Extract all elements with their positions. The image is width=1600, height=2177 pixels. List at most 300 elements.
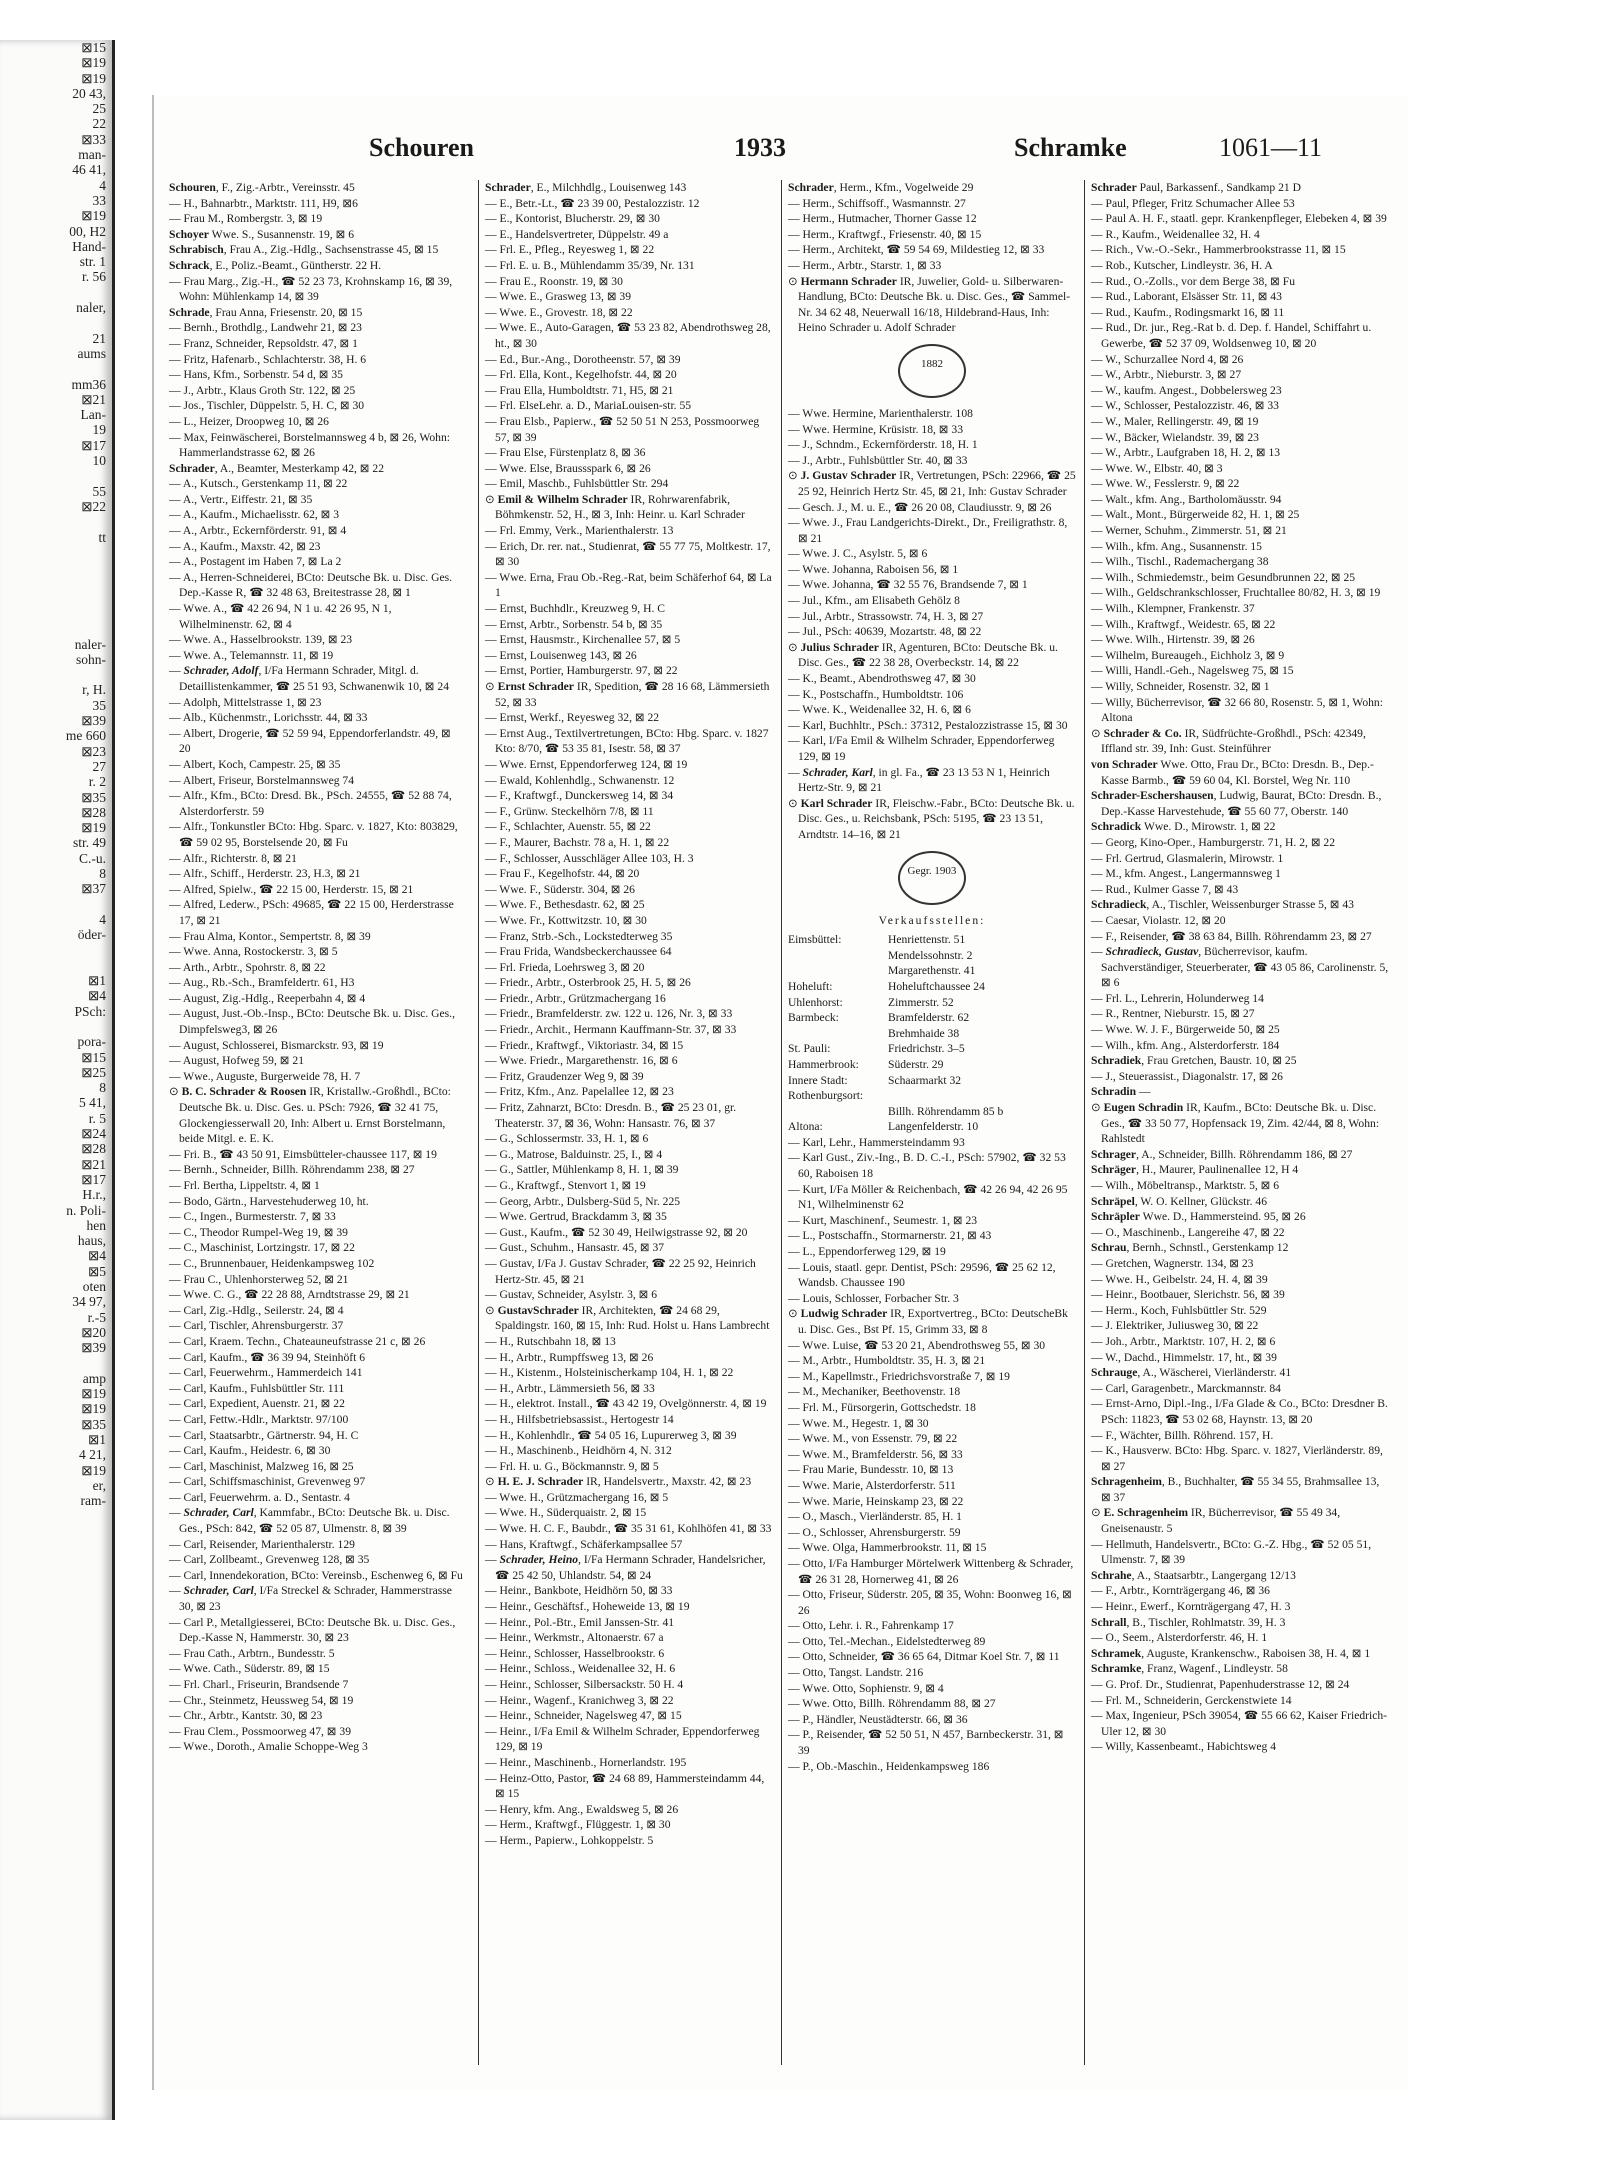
directory-entry: — Ernst, Arbtr., Sorbenstr. 54 b, ⊠ 35: [485, 617, 663, 631]
firm-seal-1882: 1882: [898, 344, 966, 398]
outlet-address: Süderstr. 29: [888, 1057, 944, 1071]
directory-entry: — Werner, Schuhm., Zimmerstr. 51, ⊠ 21: [1091, 524, 1287, 538]
directory-entry: — Frl. L., Lehrerin, Holunderweg 14: [1091, 991, 1264, 1005]
outlet-district: Altona:: [788, 1120, 823, 1134]
directory-entry: — Wwe. E., Grovestr. 18, ⊠ 22: [485, 305, 633, 319]
edge-fragment: r. 5: [88, 1110, 106, 1126]
edge-fragment: pora-: [77, 1034, 106, 1050]
directory-entry: Schradick Wwe. D., Mirowstr. 1, ⊠ 22: [1091, 820, 1276, 834]
edge-fragment: ⊠39: [81, 713, 106, 729]
directory-entry: Schrader Paul, Barkassenf., Sandkamp 21 D: [1091, 181, 1301, 194]
edge-fragment: H.r.,: [82, 1187, 106, 1203]
directory-entry: — A., Arbtr., Eckernförderstr. 91, ⊠ 4: [169, 524, 347, 538]
directory-entry: — H., Bahnarbtr., Marktstr. 111, H9, ⊠6: [169, 196, 358, 210]
directory-entry: — Carl, Schiffsmaschinist, Grevenweg 97: [169, 1475, 366, 1489]
directory-entry: — Friedr., Arbtr., Osterbrook 25, H. 5, ⊠ 26: [485, 976, 691, 990]
directory-entry: — Heinr., Geschäftsf., Hoheweide 13, ⊠ 19: [485, 1600, 690, 1614]
directory-entry: — W., Maler, Rellingerstr. 49, ⊠ 19: [1091, 414, 1259, 428]
directory-entry: — Heinr., Schneider, Nagelsweg 47, ⊠ 15: [485, 1709, 682, 1723]
directory-entry: — Walt., Mont., Bürgerweide 82, H. 1, ⊠ 25: [1091, 508, 1300, 522]
directory-entry: — Wwe. A., Hasselbrookstr. 139, ⊠ 23: [169, 633, 353, 647]
directory-entry: — F., Kraftwgf., Dunckersweg 14, ⊠ 34: [485, 789, 674, 803]
directory-entry: — Heinr., Pol.-Btr., Emil Janssen-Str. 41: [485, 1615, 675, 1629]
directory-entry: Schouren, F., Zig.-Arbtr., Vereinsstr. 45: [169, 181, 355, 194]
directory-entry: — Albert, Friseur, Borstelmannsweg 74: [169, 773, 355, 787]
directory-entry: — Carl, Garagenbetr., Marckmannstr. 84: [1091, 1381, 1281, 1395]
edge-fragment: 34 97,: [72, 1294, 106, 1310]
outlet-address: Henriettenstr. 51: [888, 933, 966, 947]
directory-entry: — C., Ingen., Burmesterstr. 7, ⊠ 33: [169, 1210, 336, 1224]
directory-entry: — Herm., Hutmacher, Thorner Gasse 12: [788, 212, 977, 226]
directory-entry: — Heinr., Wagenf., Kranichweg 3, ⊠ 22: [485, 1693, 674, 1707]
directory-entry: — Kurt, I/Fa Möller & Reichenbach, ☎ 42 26 94, 42 26 95 N1, Wilhelminenstr 62: [788, 1182, 1068, 1212]
edge-fragment: 8: [99, 1080, 106, 1096]
directory-entry: — Herm., Papierw., Lohkoppelstr. 5: [485, 1833, 654, 1847]
directory-entry: — Friedr., Kraftwgf., Viktoriastr. 34, ⊠ 15: [485, 1038, 684, 1052]
directory-entry: — G. Prof. Dr., Studienrat, Papenhuderstrasse 12, ⊠ 24: [1091, 1678, 1350, 1691]
edge-fragment: ⊠19: [81, 1386, 106, 1402]
column-2: [478, 180, 773, 2065]
directory-entry: Schrager, A., Schneider, Billh. Röhrendamm 186, ⊠ 27: [1091, 1147, 1353, 1161]
directory-entry: Schrader, E., Milchhdlg., Louisenweg 143: [485, 181, 687, 194]
edge-fragment: öder-: [77, 927, 106, 943]
directory-entry: ⊙ Emil & Wilhelm Schrader IR, Rohrwarenfabrik, Böhmkenstr. 52, H., ⊠ 3, Inh: Heinr. u. Karl Schrader: [485, 492, 745, 522]
outlet-address: Margarethenstr. 41: [888, 964, 976, 978]
directory-entry: — P., Händler, Neustädterstr. 66, ⊠ 36: [788, 1712, 968, 1726]
edge-fragment: str. 1: [79, 254, 106, 270]
edge-fragment: 46 41,: [72, 162, 106, 178]
directory-entry: ⊙ Eugen Schradin IR, Kaufm., BCto: Deutsche Bk. u. Disc. Ges., ☎ 33 50 77, Hopfensack 19, Zim. 42/44, ⊠ 8, Wohn: Rahlstedt: [1091, 1101, 1380, 1146]
directory-entry: — Wwe. F., Bethesdastr. 62, ⊠ 25: [485, 898, 645, 912]
directory-entry: — W., Arbtr., Laufgraben 18, H. 2, ⊠ 13: [1091, 446, 1281, 460]
directory-entry: — Max, Ingenieur, PSch 39054, ☎ 55 66 62, Kaiser Friedrich-Uler 12, ⊠ 30: [1091, 1709, 1388, 1738]
directory-entry: — Wwe. M., Bramfelderstr. 56, ⊠ 33: [788, 1447, 963, 1461]
directory-entry: — F., Maurer, Bachstr. 78 a, H. 1, ⊠ 22: [485, 835, 670, 849]
directory-entry: — Wwe. W., Elbstr. 40, ⊠ 3: [1091, 461, 1223, 475]
outlet-district: Eimsbüttel:: [788, 933, 842, 947]
edge-fragment: mm36: [71, 376, 106, 392]
directory-entry: — Ernst, Werkf., Reyesweg 32, ⊠ 22: [485, 711, 660, 725]
directory-entry: Schramke, Franz, Wagenf., Lindleystr. 58: [1091, 1662, 1288, 1676]
directory-entry: — Ernst, Buchhdlr., Kreuzweg 9, H. C: [485, 602, 665, 616]
directory-entry: — Ed., Bur.-Ang., Dorotheenstr. 57, ⊠ 39: [485, 352, 681, 366]
directory-entry: Schrahe, A., Staatsarbtr., Langergang 12/13: [1091, 1568, 1296, 1582]
directory-entry: — Wwe. M., Hegestr. 1, ⊠ 30: [788, 1416, 929, 1430]
directory-entry: — Jul., Kfm., am Elisabeth Gehölz 8: [788, 594, 960, 608]
directory-entry: — Frau E., Roonstr. 19, ⊠ 30: [485, 274, 623, 288]
edge-fragment: r. 56: [81, 269, 106, 285]
directory-entry: — Rob., Kutscher, Lindleystr. 36, H. A: [1091, 258, 1273, 272]
outlet-district: [788, 963, 888, 979]
edge-fragment: 35: [92, 697, 106, 713]
directory-entry: — Carl, Kaufm., ☎ 36 39 94, Steinhöft 6: [169, 1350, 366, 1364]
outlet-address: Billh. Röhrendamm 85 b: [888, 1104, 1004, 1118]
sales-outlet-row: [788, 1057, 1076, 1073]
directory-entry: — Wwe. H., Süderquaistr. 2, ⊠ 15: [485, 1506, 647, 1520]
directory-entry: — Schrader, Carl, Kammfabr., BCto: Deutsche Bk. u. Disc. Ges., PSch: 842, ☎ 52 05 87, Ulmenstr. 8, ⊠ 39: [169, 1506, 450, 1536]
directory-entry: — L., Heizer, Droopweg 10, ⊠ 26: [169, 414, 329, 428]
directory-entry: ⊙ E. Schragenheim IR, Bücherrevisor, ☎ 55 49 34, Gneisenaustr. 5: [1091, 1506, 1341, 1536]
directory-entry: — Frau Ella, Humboldtstr. 71, H5, ⊠ 21: [485, 383, 674, 397]
directory-entry: — Frau Frida, Wandsbeckerchaussee 64: [485, 945, 672, 959]
directory-entry: — Wwe. H., Geibelstr. 24, H. 4, ⊠ 39: [1091, 1272, 1268, 1286]
sales-outlet-row: [788, 1041, 1076, 1057]
directory-entry: — Wwe. Erna, Frau Ob.-Reg.-Rat, beim Schäferhof 64, ⊠ La 1: [485, 570, 772, 600]
directory-entry: — Hellmuth, Handelsvertr., BCto: G.-Z. Hbg., ☎ 52 05 51, Ulmenstr. 7, ⊠ 39: [1091, 1537, 1372, 1567]
edge-fragment: ⊠37: [81, 881, 106, 897]
directory-entry: — Louis, staatl. gepr. Dentist, PSch: 29596, ☎ 25 62 12, Wandsb. Chaussee 190: [788, 1260, 1056, 1290]
directory-entry: — Rud., Kulmer Gasse 7, ⊠ 43: [1091, 882, 1239, 896]
firm-seal-1903: Gegr. 1903: [898, 851, 966, 905]
sales-outlet-row: [788, 932, 1076, 948]
edge-fragment: 20 43,: [72, 85, 106, 101]
directory-entry: — P., Ob.-Maschin., Heidenkampsweg 186: [788, 1759, 990, 1773]
directory-entry: — Schrader, Heino, I/Fa Hermann Schrader, Handelsricher, ☎ 25 42 50, Uhlandstr. 54, ⊠ 24: [485, 1553, 766, 1582]
directory-entry: — Herm., Architekt, ☎ 59 54 69, Mildestieg 12, ⊠ 33: [788, 243, 1045, 257]
directory-entry: — Frl. ElseLehr. a. D., MariaLouisen-str. 55: [485, 399, 692, 413]
sales-outlets: [788, 913, 1076, 1135]
edge-fragment: [0, 361, 112, 376]
directory-entry: — W., Schlosser, Pestalozzistr. 46, ⊠ 33: [1091, 399, 1279, 413]
directory-entry: — Jul., PSch: 40639, Mozartstr. 48, ⊠ 22: [788, 625, 982, 639]
edge-fragment: ⊠15: [81, 40, 106, 55]
directory-entry: — Heinr., Schloss., Weidenallee 32, H. 6: [485, 1662, 676, 1676]
directory-entry: — Wwe. C. G., ☎ 22 28 88, Arndtstrasse 29, ⊠ 21: [169, 1288, 410, 1302]
edge-fragment: [0, 1356, 112, 1371]
directory-entry: — P., Reisender, ☎ 52 50 51, N 457, Barnbeckerstr. 31, ⊠ 39: [788, 1728, 1064, 1758]
edge-fragment: [0, 591, 112, 606]
directory-entry: — W., Schurzallee Nord 4, ⊠ 26: [1091, 352, 1244, 366]
edge-fragment: ⊠19: [81, 70, 106, 86]
directory-entry: — Heinr., Schlosser, Silbersackstr. 50 H. 4: [485, 1678, 684, 1691]
directory-entry: — Fri. B., ☎ 43 50 91, Eimsbütteler-chaussee 117, ⊠ 19: [169, 1147, 437, 1161]
directory-entry: — Wilhelm, Bureaugeh., Eichholz 3, ⊠ 9: [1091, 648, 1285, 662]
edge-fragment: ⊠24: [81, 1126, 106, 1142]
edge-fragment: ⊠4: [87, 1248, 106, 1264]
directory-entry: — Wwe. H., Grützmachergang 16, ⊠ 5: [485, 1490, 669, 1504]
sales-outlet-row: [788, 1026, 1076, 1042]
sales-outlet-row: [788, 1119, 1076, 1135]
edge-fragment: ⊠21: [81, 1156, 106, 1172]
directory-entry: — Alfr., Schiff., Herderstr. 23, H.3, ⊠ 21: [169, 867, 361, 881]
edge-fragment: [0, 897, 112, 912]
directory-entry: ⊙ Ludwig Schrader IR, Exportvertreg., BCto: DeutscheBk u. Disc. Ges., Bst Pf. 15, Grimm 33, ⊠ 8: [788, 1307, 1068, 1336]
outlet-district: [788, 1026, 888, 1042]
directory-entry: — Herm., Schiffsoff., Wasmannstr. 27: [788, 196, 966, 210]
outlet-address: Zimmerstr. 52: [888, 995, 954, 1009]
edge-fragment: ⊠15: [81, 1049, 106, 1065]
directory-entry: — Heinr., Ewerf., Kornträgergang 47, H. 3: [1091, 1600, 1291, 1614]
edge-fragment: n. Poli-: [66, 1202, 106, 1218]
directory-entry: — Wwe. Anna, Rostockerstr. 3, ⊠ 5: [169, 945, 338, 959]
directory-entry: — Wwe. Otto, Sophienstr. 9, ⊠ 4: [788, 1681, 944, 1695]
directory-entry: — C., Theodor Rumpel-Weg 19, ⊠ 39: [169, 1225, 348, 1239]
directory-entry: — Carl, Kraem. Techn., Chateauneufstrasse 21 c, ⊠ 26: [169, 1334, 426, 1348]
directory-entry: — Ewald, Kohlenhdlg., Schwanenstr. 12: [485, 773, 675, 787]
edge-fragment: sohn-: [76, 651, 106, 667]
directory-entry: — Wwe., Auguste, Burgerweide 78, H. 7: [169, 1069, 361, 1083]
directory-entry: — M., Kapellmstr., Friedrichsvorstraße 7, ⊠ 19: [788, 1369, 1010, 1383]
directory-entry: — Otto, Tel.-Mechan., Eidelstedterweg 89: [788, 1634, 986, 1648]
directory-entry: — Carl, Kaufm., Fuhlsbüttler Str. 111: [169, 1381, 345, 1395]
directory-entry: — Wwe. Else, Braussspark 6, ⊠ 26: [485, 461, 651, 475]
directory-entry: — Franz, Strb.-Sch., Lockstedterweg 35: [485, 929, 673, 943]
edge-fragment: [0, 958, 112, 973]
outlet-district: Hoheluft:: [788, 979, 833, 993]
column-1: [169, 180, 463, 2065]
directory-entry: — L., Eppendorferweg 129, ⊠ 19: [788, 1245, 946, 1259]
directory-entry: — Frau Clem., Possmoorweg 47, ⊠ 39: [169, 1724, 352, 1738]
directory-entry: — Rud., O.-Zolls., vor dem Berge 38, ⊠ Fu: [1091, 274, 1296, 288]
directory-entry: — Wwe. W. J. F., Bürgerweide 50, ⊠ 25: [1091, 1023, 1280, 1037]
directory-entry: — Wwe. W., Fesslerstr. 9, ⊠ 22: [1091, 477, 1240, 491]
directory-entry: — Carl, Tischler, Ahrensburgerstr. 37: [169, 1319, 344, 1333]
directory-entry: — Otto, Friseur, Süderstr. 205, ⊠ 35, Wohn: Boonweg 16, ⊠ 26: [788, 1588, 1072, 1617]
directory-entry: Schrade, Frau Anna, Friesenstr. 20, ⊠ 15: [169, 305, 363, 319]
directory-entry: — G., Matrose, Balduinstr. 25, I., ⊠ 4: [485, 1147, 663, 1161]
directory-entry: Schrack, E., Poliz.-Beamt., Güntherstr. 22 H.: [169, 258, 382, 272]
edge-fragment: [0, 545, 112, 560]
directory-entry: — C., Maschinist, Lortzingstr. 17, ⊠ 22: [169, 1241, 355, 1255]
directory-entry: — Rud., Kaufm., Rodingsmarkt 16, ⊠ 11: [1091, 305, 1285, 319]
directory-entry: — Friedr., Archit., Hermann Kauffmann-Str. 37, ⊠ 33: [485, 1023, 737, 1037]
directory-entry: — Wwe., Doroth., Amalie Schoppe-Weg 3: [169, 1740, 368, 1754]
directory-entry: — O., Maschinenb., Langereihe 47, ⊠ 22: [1091, 1225, 1285, 1239]
column-4: [1084, 180, 1391, 2065]
directory-entry: — Karl Gust., Ziv.-Ing., B. D. C.-I., PSch: 57902, ☎ 32 53 60, Raboisen 18: [788, 1151, 1066, 1181]
directory-entry: — Frau Marie, Bundesstr. 10, ⊠ 13: [788, 1463, 954, 1477]
edge-fragment: 4: [99, 177, 106, 193]
edge-fragment: oten: [82, 1279, 106, 1295]
edge-fragment: ⊠23: [81, 743, 106, 759]
edge-fragment: ⊠33: [81, 131, 106, 147]
directory-entry: — Wwe. Cath., Süderstr. 89, ⊠ 15: [169, 1662, 330, 1676]
directory-entry: — Carl, Feuerwehrm. a. D., Sentastr. 4: [169, 1490, 350, 1504]
directory-entry: ⊙ B. C. Schrader & Roosen IR, Kristallw.-Großhdl., BCto: Deutsche Bk. u. Disc. Ges. u. PSch: 7926, ☎ 32 41 75, Glockengiesserwall 20, Inh: Albert u. Ernst Borstelmann, beide Mitgl. e. E. K.: [169, 1085, 451, 1146]
directory-entry: — Carl, Zollbeamt., Grevenweg 128, ⊠ 35: [169, 1553, 370, 1567]
directory-entry: — Wwe. M., von Essenstr. 79, ⊠ 22: [788, 1432, 958, 1446]
directory-entry: — Wwe. Olga, Hammerbrookstr. 11, ⊠ 15: [788, 1541, 987, 1555]
directory-entry: — Wwe. Ernst, Eppendorferweg 124, ⊠ 19: [485, 757, 688, 771]
edge-fragment: ⊠35: [81, 789, 106, 805]
directory-entry: — Heinr., Bankbote, Heidhörn 50, ⊠ 33: [485, 1584, 673, 1598]
edge-fragment: Hand-: [72, 238, 106, 254]
edge-fragment: 55: [92, 483, 106, 499]
edge-fragment: ⊠5: [87, 1263, 106, 1279]
directory-entry: — Alb., Küchenmstr., Lorichsstr. 44, ⊠ 33: [169, 711, 368, 725]
sales-outlet-row: [788, 995, 1076, 1011]
directory-entry: — Carl, Maschinist, Malzweg 16, ⊠ 25: [169, 1459, 354, 1473]
directory-entry: — Wwe. A., ☎ 42 26 94, N 1 u. 42 26 95, N 1, Wilhelminenstr. 62, ⊠ 4: [169, 602, 392, 631]
edge-fragment: PSch:: [74, 1003, 106, 1019]
directory-entry: — Fritz, Hafenarb., Schlachterstr. 38, H. 6: [169, 352, 367, 366]
directory-entry: — Frl. Gertrud, Glasmalerin, Mirowstr. 1: [1091, 851, 1284, 865]
directory-entry: — Louis, Schlosser, Forbacher Str. 3: [788, 1291, 959, 1305]
directory-entry: — Frl. E. u. B., Mühlendamm 35/39, Nr. 131: [485, 258, 695, 272]
adjacent-page-edge: [0, 40, 115, 2120]
edge-fragment: r, H.: [82, 682, 106, 698]
directory-entry: — Wwe. Otto, Billh. Röhrendamm 88, ⊠ 27: [788, 1697, 996, 1711]
directory-entry: — Frau Alma, Kontor., Sempertstr. 8, ⊠ 39: [169, 929, 371, 943]
edge-fragment: ⊠19: [81, 1462, 106, 1478]
directory-entry: — Ernst, Portier, Hamburgerstr. 97, ⊠ 22: [485, 664, 678, 678]
directory-entry: — Carl, Staatsarbtr., Gärtnerstr. 94, H. C: [169, 1428, 359, 1442]
directory-entry: — Alfred, Lederw., PSch: 49685, ☎ 22 15 00, Herderstrasse 17, ⊠ 21: [169, 898, 454, 927]
directory-entry: Schräpler Wwe. D., Hammersteind. 95, ⊠ 26: [1091, 1210, 1306, 1224]
outlet-district: Hammerbrook:: [788, 1057, 859, 1071]
directory-entry: — Karl, Buchhltr., PSch.: 37312, Pestalozzistrasse 15, ⊠ 30: [788, 718, 1068, 732]
edge-fragment: ⊠19: [81, 820, 106, 836]
directory-entry: — A., Kaufm., Michaelisstr. 62, ⊠ 3: [169, 508, 340, 522]
directory-entry: — Schradieck, Gustav, Bücherrevisor, kaufm. Sachverständiger, Steuerberater, ☎ 43 05 86, Carolinenstr. 5, ⊠ 6: [1091, 945, 1389, 990]
directory-entry: — H., Kistenm., Holsteinischerkamp 104, H. 1, ⊠ 22: [485, 1366, 734, 1380]
directory-entry: — Heinr., Bootbauer, Slerichstr. 56, ⊠ 39: [1091, 1288, 1285, 1302]
directory-entry: — Frl. Charl., Friseurin, Brandsende 7: [169, 1678, 349, 1691]
sales-outlet-row: [788, 963, 1076, 979]
directory-entry: — Chr., Steinmetz, Heussweg 54, ⊠ 19: [169, 1693, 354, 1707]
edge-fragment: 5 41,: [79, 1095, 106, 1111]
directory-entry: — Bernh., Schneider, Billh. Röhrendamm 238, ⊠ 27: [169, 1163, 415, 1177]
directory-entry: — Heinz-Otto, Pastor, ☎ 24 68 89, Hammersteindamm 44, ⊠ 15: [485, 1771, 765, 1801]
edge-fragment: ⊠28: [81, 804, 106, 820]
directory-entry: — K., Postschaffn., Humboldtstr. 106: [788, 687, 964, 701]
edge-fragment: 10: [92, 453, 106, 469]
directory-entry: — Georg, Kino-Oper., Hamburgerstr. 71, H. 2, ⊠ 22: [1091, 835, 1336, 849]
directory-entry: — Carl, Fettw.-Hdlr., Marktstr. 97/100: [169, 1412, 349, 1426]
edge-fragment: [0, 575, 112, 590]
directory-entry: — A., Postagent im Haben 7, ⊠ La 2: [169, 555, 342, 569]
directory-entry: — H., Rutschbahn 18, ⊠ 13: [485, 1334, 616, 1348]
directory-entry: ⊙ GustavSchrader IR, Architekten, ☎ 24 68 29, Spaldingstr. 160, ⊠ 15, Inh: Rud. Holst u. Hans Lambrecht: [485, 1303, 770, 1333]
directory-entry: — Wilh., Geldschrankschlosser, Fruchtallee 80/82, H. 3, ⊠ 19: [1091, 586, 1381, 600]
directory-entry: — Wilh., Schmiedemstr., beim Gesundbrunnen 22, ⊠ 25: [1091, 570, 1356, 584]
directory-entry: Schrabisch, Frau A., Zig.-Hdlg., Sachsenstrasse 45, ⊠ 15: [169, 243, 439, 257]
directory-entry: — Wwe. Marie, Alsterdorferstr. 511: [788, 1478, 956, 1492]
directory-entry: — Wwe. J. C., Asylstr. 5, ⊠ 6: [788, 547, 928, 561]
sales-outlet-row: [788, 1104, 1076, 1120]
directory-entry: — Ernst-Arno, Dipl.-Ing., I/Fa Glade & Co., BCto: Dresdner B. PSch: 11823, ☎ 53 02 68, Haynstr. 13, ⊠ 20: [1091, 1397, 1388, 1426]
edge-fragment: tt: [98, 529, 106, 545]
directory-entry: — Franz, Schneider, Repsoldstr. 47, ⊠ 1: [169, 336, 358, 350]
edge-fragment: ⊠39: [81, 1340, 106, 1356]
directory-entry: — Wilh., kfm. Ang., Susannenstr. 15: [1091, 539, 1262, 553]
directory-entry: — Wilh., kfm. Ang., Alsterdorferstr. 184: [1091, 1038, 1280, 1052]
directory-entry: — C., Brunnenbauer, Heidenkampsweg 102: [169, 1256, 375, 1270]
directory-entry: von Schrader Wwe. Otto, Frau Dr., BCto: Dresdn. B., Dep.-Kasse Barmb., ☎ 59 60 04, Kl. Borstel, Weg Nr. 110: [1091, 757, 1374, 787]
directory-entry: — Fritz, Graudenzer Weg 9, ⊠ 39: [485, 1069, 644, 1083]
directory-entry: — Kurt, Maschinenf., Seumestr. 1, ⊠ 23: [788, 1213, 978, 1227]
outlet-district: Innere Stadt:: [788, 1073, 848, 1087]
directory-entry: — Heinr., I/Fa Emil & Wilhelm Schrader, Eppendorferweg 129, ⊠ 19: [485, 1724, 760, 1754]
directory-entry: — Frau M., Rombergstr. 3, ⊠ 19: [169, 212, 323, 226]
edge-fragment: [0, 943, 112, 958]
outlet-address: Langenfelderstr. 10: [888, 1120, 979, 1134]
directory-entry: — Frl. Bertha, Lippeltstr. 4, ⊠ 1: [169, 1179, 320, 1192]
directory-entry: — Willy, Schneider, Rosenstr. 32, ⊠ 1: [1091, 680, 1270, 693]
directory-entry: — Gretchen, Wagnerstr. 134, ⊠ 23: [1091, 1256, 1254, 1270]
outlet-district: [788, 1104, 888, 1120]
directory-entry: — Schrader, Karl, in gl. Fa., ☎ 23 13 53 N 1, Heinrich Hertz-Str. 9, ⊠ 21: [788, 765, 1050, 795]
edge-fragment: ⊠17: [81, 1171, 106, 1187]
edge-fragment: naler,: [76, 300, 106, 316]
directory-entry: — Wwe. H. C. F., Baubdr., ☎ 35 31 61, Kohlhöfen 41, ⊠ 33: [485, 1522, 772, 1536]
directory-entry: — Wwe. Johanna, ☎ 32 55 76, Brandsende 7, ⊠ 1: [788, 578, 1028, 592]
directory-entry: — Frl. M., Fürsorgerin, Gottschedstr. 18: [788, 1400, 976, 1414]
directory-entry: — Ernst Aug., Textilvertretungen, BCto: Hbg. Sparc. v. 1827 Kto: 8/70, ☎ 53 35 81, Isestr. 58, ⊠ 37: [485, 726, 769, 756]
directory-entry: — Rud., Dr. jur., Reg.-Rat b. d. Dep. f. Handel, Schiffahrt u. Gewerbe, ☎ 52 37 09, Woldsenweg 10, ⊠ 20: [1091, 321, 1372, 350]
directory-entry: — Carl, Feuerwehrm., Hammerdeich 141: [169, 1366, 363, 1380]
edge-fragment: [0, 560, 112, 575]
edge-fragment: [0, 468, 112, 483]
directory-entry: — Otto, Schneider, ☎ 36 65 64, Ditmar Koel Str. 7, ⊠ 11: [788, 1650, 1060, 1664]
directory-entry: — Heinr., Maschinenb., Hornerlandstr. 195: [485, 1755, 687, 1769]
outlet-district: Uhlenhorst:: [788, 995, 843, 1009]
directory-entry: — Gustav, Schneider, Asylstr. 3, ⊠ 6: [485, 1288, 658, 1302]
directory-entry: — W., Arbtr., Nieburstr. 3, ⊠ 27: [1091, 368, 1242, 382]
directory-entry: ⊙ Julius Schrader IR, Agenturen, BCto: Deutsche Bk. u. Disc. Ges., ☎ 22 38 28, Overbeckstr. 14, ⊠ 22: [788, 640, 1058, 670]
edge-fragment: 4 21,: [79, 1447, 106, 1463]
directory-entry: — Herm., Kraftwgf., Flüggestr. 1, ⊠ 30: [485, 1818, 671, 1832]
directory-entry: — F., Arbtr., Kornträgergang 46, ⊠ 36: [1091, 1584, 1270, 1598]
directory-entry: — Frl. H. u. G., Böckmannstr. 9, ⊠ 5: [485, 1459, 659, 1473]
directory-entry: — Wwe. Fr., Kottwitzstr. 10, ⊠ 30: [485, 913, 647, 927]
directory-entry: — Carl, Expedient, Auenstr. 21, ⊠ 22: [169, 1397, 345, 1411]
directory-entry: — A., Kutsch., Gerstenkamp 11, ⊠ 22: [169, 477, 348, 491]
directory-entry: — August, Zig.-Hdlg., Reeperbahn 4, ⊠ 4: [169, 991, 366, 1005]
directory-entry: — J., Arbtr., Klaus Groth Str. 122, ⊠ 25: [169, 383, 356, 397]
edge-fragment: ⊠1: [87, 1432, 106, 1448]
directory-entry: — Albert, Drogerie, ☎ 52 59 94, Eppendorferlandstr. 49, ⊠ 20: [169, 726, 451, 756]
directory-entry: ⊙ Karl Schrader IR, Fleischw.-Fabr., BCto: Deutsche Bk. u. Disc. Ges., u. Reichsbank, PSch: 5195, ☎ 23 13 51, Arndtstr. 14–16, ⊠ 21: [788, 796, 1075, 841]
directory-entry: — Georg, Arbtr., Dulsberg-Süd 5, Nr. 225: [485, 1194, 681, 1208]
outlet-address: Hoheluftchaussee 24: [888, 979, 985, 993]
edge-fragment: hen: [86, 1217, 106, 1233]
directory-entry: — Wwe. Hermine, Marienthalerstr. 108: [788, 406, 973, 420]
directory-entry: — E., Kontorist, Blucherstr. 29, ⊠ 30: [485, 212, 660, 226]
directory-entry: — W., kaufm. Angest., Dobbelersweg 23: [1091, 383, 1282, 397]
edge-fragment: 8: [99, 866, 106, 882]
directory-entry: — M., Arbtr., Humboldtstr. 35, H. 3, ⊠ 21: [788, 1354, 986, 1368]
directory-entry: — Carl, Kaufm., Heidestr. 6, ⊠ 30: [169, 1444, 331, 1458]
directory-entry: — Wwe. Luise, ☎ 53 20 21, Abendrothsweg 55, ⊠ 30: [788, 1338, 1046, 1352]
directory-entry: — Aug., Rb.-Sch., Bramfeldertr. 61, H3: [169, 976, 355, 990]
edge-fragment: 21: [92, 330, 106, 346]
directory-entry: — Alfr., Tonkunstler BCto: Hbg. Sparc. v. 1827, Kto: 803829, ☎ 59 02 95, Borstelsende 20, ⊠ Fu: [169, 820, 458, 849]
edge-fragment: ⊠17: [81, 437, 106, 453]
directory-entry: — W., Bäcker, Wielandstr. 39, ⊠ 23: [1091, 430, 1259, 444]
directory-entry: Schragenheim, B., Buchhalter, ☎ 55 34 55, Brahmsallee 13, ⊠ 37: [1091, 1475, 1380, 1504]
page-header: [154, 133, 1408, 173]
directory-entry: — L., Postschaffn., Stormarnerstr. 21, ⊠ 43: [788, 1229, 992, 1243]
directory-entry: — Karl, Lehr., Hammersteindamm 93: [788, 1135, 965, 1149]
outlet-district: [788, 948, 888, 964]
edge-fragment: [0, 1019, 112, 1034]
page-number: 1061—11: [1219, 133, 1323, 162]
edge-fragment: ⊠35: [81, 1416, 106, 1432]
edge-fragment: 33: [92, 192, 106, 208]
directory-entry: — Wwe. Gertrud, Brackdamm 3, ⊠ 35: [485, 1210, 667, 1224]
directory-entry: — A., Kaufm., Maxstr. 42, ⊠ 23: [169, 539, 321, 553]
directory-entry: — R., Rentner, Nieburstr. 15, ⊠ 27: [1091, 1007, 1255, 1021]
edge-fragment: er,: [92, 1477, 106, 1493]
sales-outlet-row: [788, 979, 1076, 995]
edge-fragment: haus,: [77, 1233, 106, 1249]
directory-entry: ⊙ H. E. J. Schrader IR, Handelsvertr., Maxstr. 42, ⊠ 23: [485, 1475, 752, 1489]
directory-entry: — Wwe. Marie, Heinskamp 23, ⊠ 22: [788, 1494, 964, 1508]
directory-entry: — J. Elektriker, Juliusweg 30, ⊠ 22: [1091, 1319, 1259, 1333]
directory-entry: — Frl. E., Pfleg., Reyesweg 1, ⊠ 22: [485, 243, 655, 257]
directory-entry: — Carl P., Metallgiesserei, BCto: Deutsche Bk. u. Disc. Ges., Dep.-Kasse N, Hammerstr. 30, ⊠ 23: [169, 1615, 456, 1645]
